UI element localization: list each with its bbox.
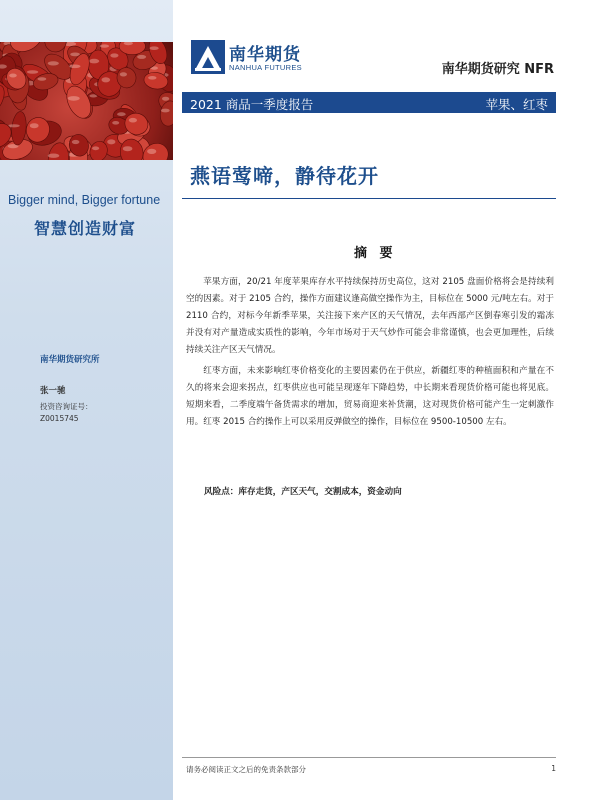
jujube-illustration	[0, 42, 173, 160]
report-title: 燕语莺啼，静待花开	[190, 164, 379, 188]
report-type: 2021 商品一季度报告	[190, 97, 314, 112]
sidebar	[0, 0, 173, 800]
slogan-english: Bigger mind, Bigger fortune	[8, 193, 161, 207]
jujube-highlight	[123, 146, 133, 151]
report-topic: 苹果、红枣	[485, 97, 548, 112]
jujube-highlight	[69, 65, 80, 69]
logo-chinese-name: 南华期货	[229, 45, 301, 65]
jujube-highlight	[48, 154, 60, 158]
jujube-highlight	[8, 124, 20, 127]
jujube-highlight	[72, 140, 80, 144]
jujube-highlight	[129, 118, 137, 123]
abstract-paragraph-apple: 苹果方面，20/21 年度苹果库存水平持续保持历史高位，这对 2105 盘面价格将会是持续利空的因素。对于 2105 合约，操作方面建议逢高做空操作为主，目标位在 5000 元/吨左右。对于 2110 合约，对标今年新季苹果，关注接下来产区的天气情况，去年西部产区倒春寒引发的霜冻并没有对产量造成实质性的影响，今年市场对于天气炒作可能会非常谨慎，也会更加理性，后续持续关注产区天气情况。	[186, 277, 554, 355]
red-jujube-photo	[0, 42, 173, 160]
certificate-number: Z0015745	[40, 414, 79, 423]
jujube-highlight	[161, 109, 170, 113]
jujube-highlight	[112, 121, 119, 125]
disclaimer-note: 请务必阅读正文之后的免责条款部分	[186, 765, 306, 774]
abstract-paragraph-jujube: 红枣方面，未来影响红枣价格变化的主要因素仍在于供应，新疆红枣的种植面积和产量在不久的将来会迎来拐点，红枣供应也可能呈现逐年下降趋势，中长期来看现货价格可能也将见底。短期来看，二季度端午备货需求的增加，贸易商迎来补货潮，这对现货价格可能产生一定刺激作用。红枣 2015 合约操作上可以采用反弹做空的操作，目标位在 9500-10500 左右。	[186, 366, 554, 427]
title-divider	[182, 198, 556, 199]
certificate-label: 投资咨询证号：	[40, 402, 93, 411]
slogan-chinese: 智慧创造财富	[34, 219, 137, 238]
jujube-highlight	[89, 59, 99, 64]
risk-points: 风险点：库存走货，产区天气，交割成本，资金动向	[204, 487, 402, 497]
jujube-highlight	[117, 112, 126, 116]
abstract-heading: 摘 要	[354, 246, 397, 261]
institute-name: 南华期货研究所	[40, 355, 100, 365]
jujube-highlight	[100, 44, 109, 47]
jujube-highlight	[148, 76, 156, 80]
research-brand-label: 南华期货研究 NFR	[441, 62, 554, 77]
jujube-highlight	[92, 146, 99, 150]
jujube-highlight	[102, 77, 111, 82]
report-banner	[182, 92, 556, 113]
jujube-highlight	[48, 61, 59, 65]
company-logo	[191, 40, 331, 76]
jujube-highlight	[38, 77, 47, 80]
jujube-highlight	[150, 46, 159, 50]
jujube-highlight	[162, 97, 169, 101]
jujube-highlight	[137, 55, 146, 59]
analyst-name: 张一驰	[40, 386, 66, 396]
jujube-highlight	[110, 53, 118, 57]
footer-divider	[182, 757, 556, 758]
jujube-highlight	[147, 149, 156, 154]
nanhua-logo-icon	[191, 40, 225, 74]
jujube-highlight	[107, 139, 115, 144]
jujube-highlight	[30, 123, 39, 128]
logo-english-name: NANHUA FUTURES	[229, 63, 302, 72]
page-number: 1	[551, 764, 556, 773]
jujube-highlight	[27, 70, 38, 73]
jujube-highlight	[9, 74, 17, 78]
jujube-highlight	[68, 96, 80, 101]
jujube-highlight	[120, 72, 127, 76]
